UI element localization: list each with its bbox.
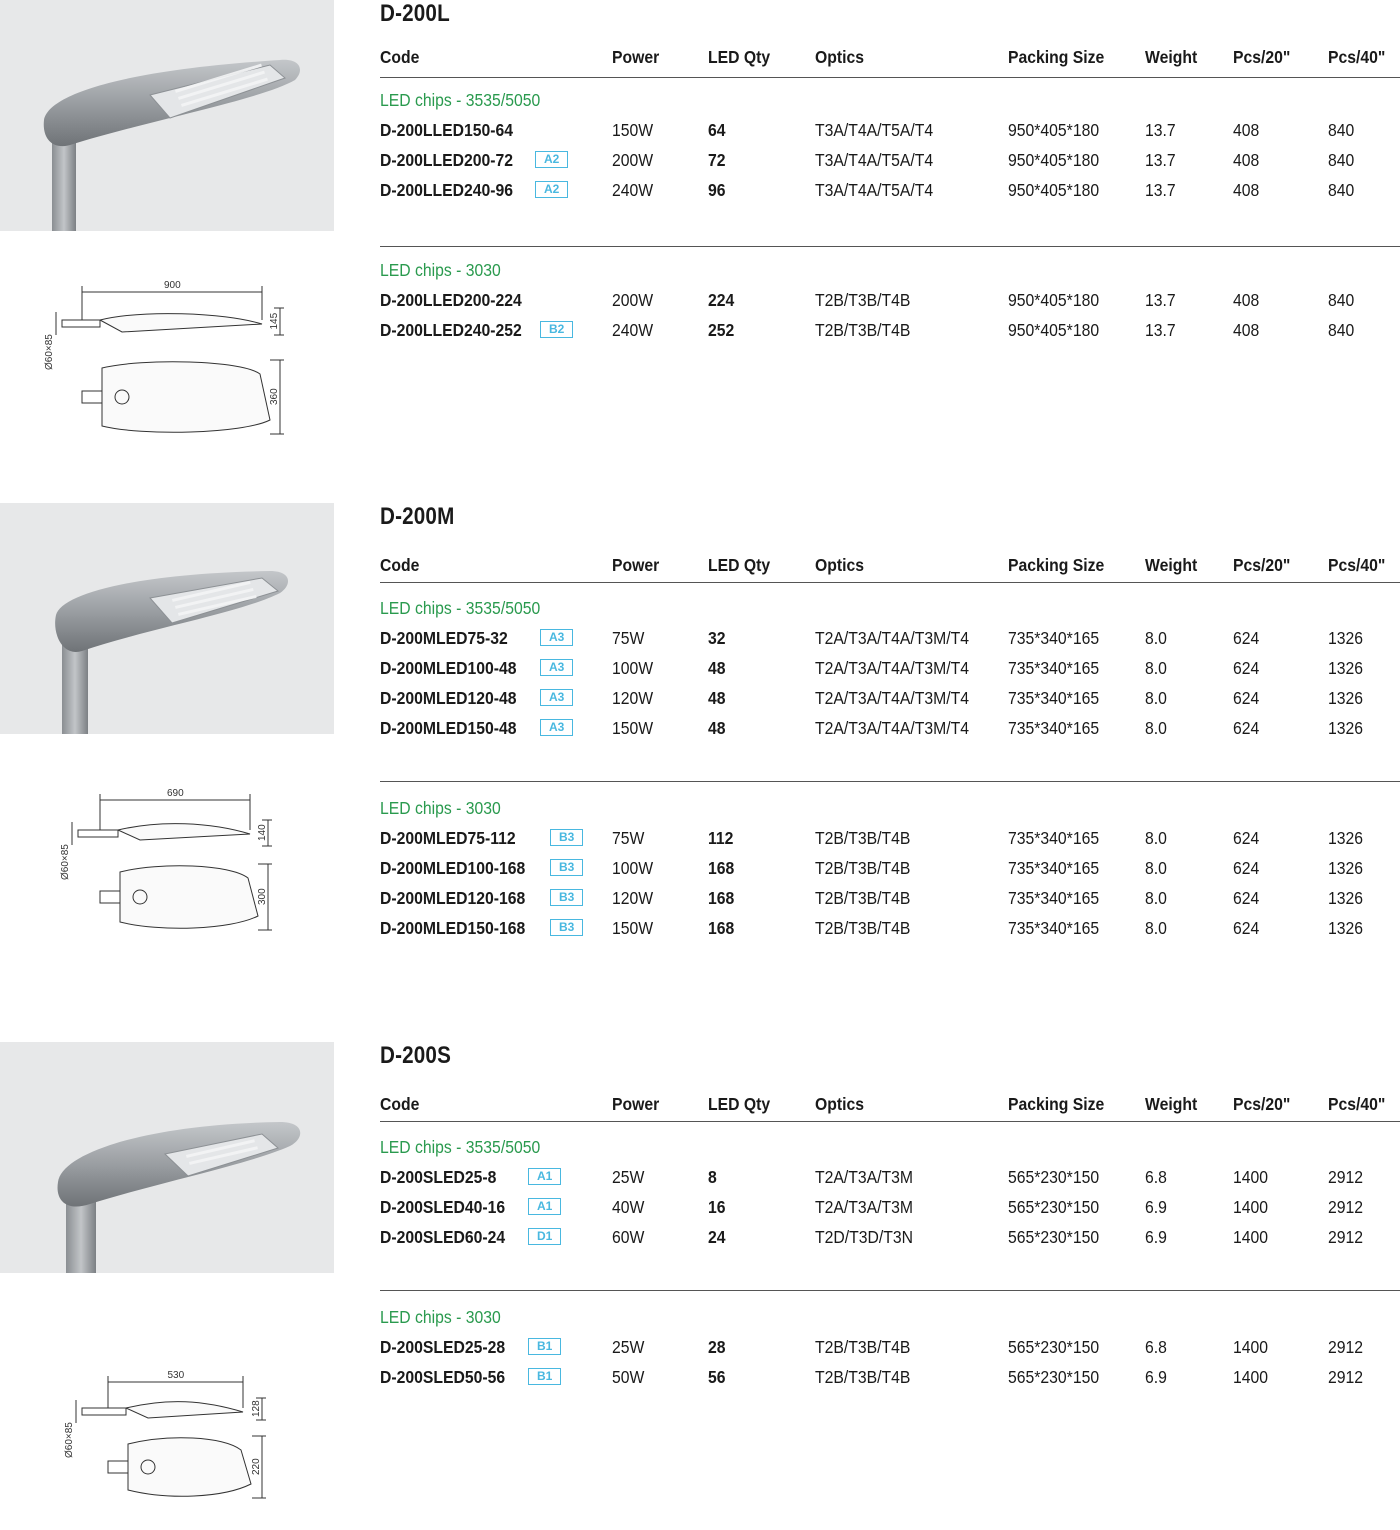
divider xyxy=(380,582,1400,583)
cell-power: 100W xyxy=(612,858,654,878)
led-chips-label: LED chips - 3030 xyxy=(380,798,501,818)
cell-pack: 565*230*150 xyxy=(1008,1337,1100,1357)
optic-code-badge: B3 xyxy=(550,829,583,846)
table-row xyxy=(0,120,1400,150)
cell-qty: 168 xyxy=(708,858,735,878)
cell-optics: T2A/T3A/T4A/T3M/T4 xyxy=(815,658,970,678)
cell-qty: 48 xyxy=(708,658,726,678)
cell-p20: 624 xyxy=(1233,628,1260,648)
cell-power: 120W xyxy=(612,688,654,708)
header-p40: Pcs/40" xyxy=(1328,47,1386,67)
cell-pack: 950*405*180 xyxy=(1008,320,1100,340)
cell-p40: 1326 xyxy=(1328,828,1364,848)
header-pack: Packing Size xyxy=(1008,555,1105,575)
cell-p20: 624 xyxy=(1233,718,1260,738)
cell-optics: T2B/T3B/T4B xyxy=(815,1337,911,1357)
cell-p40: 1326 xyxy=(1328,918,1364,938)
cell-weight: 13.7 xyxy=(1145,120,1176,140)
cell-qty: 16 xyxy=(708,1197,726,1217)
cell-pack: 950*405*180 xyxy=(1008,120,1100,140)
cell-optics: T3A/T4A/T5A/T4 xyxy=(815,180,934,200)
cell-optics: T2B/T3B/T4B xyxy=(815,918,911,938)
table-row xyxy=(0,150,1400,180)
cell-p20: 624 xyxy=(1233,828,1260,848)
divider xyxy=(380,1290,1400,1291)
header-weight: Weight xyxy=(1145,1094,1198,1114)
cell-weight: 6.9 xyxy=(1145,1197,1167,1217)
cell-code: D-200MLED75-112 xyxy=(380,828,516,848)
cell-p20: 408 xyxy=(1233,320,1260,340)
cell-p40: 840 xyxy=(1328,120,1355,140)
table-row xyxy=(0,320,1400,350)
cell-p20: 1400 xyxy=(1233,1227,1269,1247)
dim-height-label: 128 xyxy=(251,1400,262,1417)
cell-qty: 72 xyxy=(708,150,726,170)
cell-qty: 168 xyxy=(708,888,735,908)
cell-optics: T3A/T4A/T5A/T4 xyxy=(815,150,934,170)
cell-p40: 1326 xyxy=(1328,688,1364,708)
cell-p40: 2912 xyxy=(1328,1167,1364,1187)
cell-power: 150W xyxy=(612,718,654,738)
cell-optics: T2A/T3A/T4A/T3M/T4 xyxy=(815,628,970,648)
cell-code: D-200LLED240-252 xyxy=(380,320,522,340)
cell-code: D-200LLED200-72 xyxy=(380,150,514,170)
cell-weight: 6.8 xyxy=(1145,1167,1167,1187)
cell-p20: 408 xyxy=(1233,180,1260,200)
cell-qty: 8 xyxy=(708,1167,717,1187)
cell-optics: T2A/T3A/T3M xyxy=(815,1197,914,1217)
header-optics: Optics xyxy=(815,47,865,67)
table-row xyxy=(0,828,1400,858)
table-row xyxy=(0,180,1400,210)
header-power: Power xyxy=(612,1094,660,1114)
product-title: D-200L xyxy=(380,0,450,27)
cell-code: D-200SLED60-24 xyxy=(380,1227,506,1247)
cell-p20: 624 xyxy=(1233,688,1260,708)
dim-length-label: 900 xyxy=(164,280,181,291)
cell-p40: 2912 xyxy=(1328,1337,1364,1357)
cell-code: D-200MLED150-48 xyxy=(380,718,517,738)
table-row xyxy=(0,1367,1400,1397)
cell-pack: 950*405*180 xyxy=(1008,150,1100,170)
table-row xyxy=(0,628,1400,658)
cell-optics: T2A/T3A/T3M xyxy=(815,1167,914,1187)
header-p20: Pcs/20" xyxy=(1233,555,1291,575)
cell-optics: T2B/T3B/T4B xyxy=(815,858,911,878)
divider xyxy=(380,1121,1400,1122)
cell-weight: 8.0 xyxy=(1145,718,1167,738)
cell-power: 120W xyxy=(612,888,654,908)
optic-code-badge: A2 xyxy=(535,151,568,168)
table-row xyxy=(0,290,1400,320)
cell-power: 60W xyxy=(612,1227,645,1247)
cell-p20: 1400 xyxy=(1233,1167,1269,1187)
table-row xyxy=(0,888,1400,918)
cell-power: 200W xyxy=(612,290,654,310)
cell-code: D-200LLED240-96 xyxy=(380,180,514,200)
optic-code-badge: A3 xyxy=(540,629,573,646)
cell-optics: T2B/T3B/T4B xyxy=(815,1367,911,1387)
cell-p40: 1326 xyxy=(1328,888,1364,908)
header-qty: LED Qty xyxy=(708,47,771,67)
cell-weight: 8.0 xyxy=(1145,658,1167,678)
cell-pack: 950*405*180 xyxy=(1008,290,1100,310)
cell-qty: 48 xyxy=(708,688,726,708)
cell-p20: 1400 xyxy=(1233,1337,1269,1357)
table-header xyxy=(0,555,1400,585)
product-title: D-200M xyxy=(380,503,455,530)
cell-pack: 735*340*165 xyxy=(1008,688,1100,708)
optic-code-badge: D1 xyxy=(528,1228,561,1245)
dim-pole-label: Ø60×85 xyxy=(64,1422,75,1458)
cell-p40: 840 xyxy=(1328,290,1355,310)
cell-weight: 8.0 xyxy=(1145,858,1167,878)
optic-code-badge: A3 xyxy=(540,689,573,706)
optic-code-badge: B3 xyxy=(550,859,583,876)
cell-code: D-200SLED25-8 xyxy=(380,1167,497,1187)
cell-qty: 168 xyxy=(708,918,735,938)
cell-code: D-200MLED75-32 xyxy=(380,628,508,648)
dim-width-label: 360 xyxy=(269,388,280,405)
led-chips-label: LED chips - 3030 xyxy=(380,260,501,280)
dim-pole-label: Ø60×85 xyxy=(44,334,55,370)
cell-pack: 565*230*150 xyxy=(1008,1167,1100,1187)
cell-p40: 840 xyxy=(1328,320,1355,340)
cell-p20: 1400 xyxy=(1233,1367,1269,1387)
cell-code: D-200LLED150-64 xyxy=(380,120,514,140)
cell-p20: 624 xyxy=(1233,858,1260,878)
cell-code: D-200MLED120-48 xyxy=(380,688,517,708)
cell-optics: T2B/T3B/T4B xyxy=(815,888,911,908)
cell-qty: 252 xyxy=(708,320,735,340)
optic-code-badge: B2 xyxy=(540,321,573,338)
cell-power: 150W xyxy=(612,918,654,938)
table-row xyxy=(0,1227,1400,1257)
header-qty: LED Qty xyxy=(708,1094,771,1114)
cell-pack: 735*340*165 xyxy=(1008,858,1100,878)
cell-qty: 24 xyxy=(708,1227,726,1247)
cell-pack: 735*340*165 xyxy=(1008,658,1100,678)
header-optics: Optics xyxy=(815,1094,865,1114)
product-section xyxy=(0,503,1400,983)
cell-p40: 840 xyxy=(1328,180,1355,200)
optic-code-badge: A1 xyxy=(528,1198,561,1215)
table-row xyxy=(0,1337,1400,1367)
cell-qty: 32 xyxy=(708,628,726,648)
header-p40: Pcs/40" xyxy=(1328,1094,1386,1114)
cell-power: 25W xyxy=(612,1337,645,1357)
dim-length-label: 690 xyxy=(167,788,184,799)
cell-code: D-200LLED200-224 xyxy=(380,290,522,310)
cell-code: D-200SLED50-56 xyxy=(380,1367,506,1387)
table-row xyxy=(0,718,1400,748)
cell-weight: 8.0 xyxy=(1145,888,1167,908)
cell-qty: 64 xyxy=(708,120,726,140)
table-row xyxy=(0,1167,1400,1197)
header-pack: Packing Size xyxy=(1008,1094,1105,1114)
cell-p20: 408 xyxy=(1233,120,1260,140)
cell-power: 25W xyxy=(612,1167,645,1187)
dim-pole-label: Ø60×85 xyxy=(60,844,71,880)
cell-pack: 565*230*150 xyxy=(1008,1197,1100,1217)
cell-pack: 565*230*150 xyxy=(1008,1227,1100,1247)
cell-pack: 950*405*180 xyxy=(1008,180,1100,200)
led-chips-label: LED chips - 3535/5050 xyxy=(380,598,541,618)
dim-height-label: 140 xyxy=(257,824,268,841)
header-power: Power xyxy=(612,47,660,67)
header-code: Code xyxy=(380,555,420,575)
header-weight: Weight xyxy=(1145,555,1198,575)
table-row xyxy=(0,858,1400,888)
cell-p40: 2912 xyxy=(1328,1367,1364,1387)
optic-code-badge: B1 xyxy=(528,1338,561,1355)
cell-optics: T2D/T3D/T3N xyxy=(815,1227,914,1247)
cell-code: D-200MLED100-48 xyxy=(380,658,517,678)
product-section xyxy=(0,0,1400,480)
cell-qty: 48 xyxy=(708,718,726,738)
cell-p40: 1326 xyxy=(1328,658,1364,678)
cell-weight: 6.8 xyxy=(1145,1337,1167,1357)
cell-weight: 13.7 xyxy=(1145,150,1176,170)
cell-pack: 735*340*165 xyxy=(1008,918,1100,938)
table-row xyxy=(0,658,1400,688)
cell-p20: 408 xyxy=(1233,150,1260,170)
cell-weight: 8.0 xyxy=(1145,688,1167,708)
cell-code: D-200SLED40-16 xyxy=(380,1197,506,1217)
cell-qty: 28 xyxy=(708,1337,726,1357)
header-code: Code xyxy=(380,1094,420,1114)
optic-code-badge: A3 xyxy=(540,719,573,736)
table-row xyxy=(0,918,1400,948)
cell-pack: 735*340*165 xyxy=(1008,828,1100,848)
cell-p40: 1326 xyxy=(1328,628,1364,648)
divider xyxy=(380,77,1400,78)
cell-optics: T3A/T4A/T5A/T4 xyxy=(815,120,934,140)
cell-p20: 624 xyxy=(1233,658,1260,678)
cell-power: 50W xyxy=(612,1367,645,1387)
cell-power: 100W xyxy=(612,658,654,678)
divider xyxy=(380,246,1400,247)
cell-p40: 840 xyxy=(1328,150,1355,170)
header-p20: Pcs/20" xyxy=(1233,47,1291,67)
led-chips-label: LED chips - 3535/5050 xyxy=(380,90,541,110)
optic-code-badge: B1 xyxy=(528,1368,561,1385)
table-header xyxy=(0,1094,1400,1124)
cell-optics: T2B/T3B/T4B xyxy=(815,290,911,310)
cell-pack: 735*340*165 xyxy=(1008,888,1100,908)
header-power: Power xyxy=(612,555,660,575)
cell-p20: 624 xyxy=(1233,918,1260,938)
cell-weight: 8.0 xyxy=(1145,918,1167,938)
table-row xyxy=(0,688,1400,718)
cell-qty: 224 xyxy=(708,290,735,310)
optic-code-badge: A2 xyxy=(535,181,568,198)
led-chips-label: LED chips - 3535/5050 xyxy=(380,1137,541,1157)
table-header xyxy=(0,47,1400,77)
optic-code-badge: B3 xyxy=(550,919,583,936)
cell-power: 200W xyxy=(612,150,654,170)
cell-code: D-200MLED100-168 xyxy=(380,858,526,878)
cell-p40: 1326 xyxy=(1328,718,1364,738)
cell-pack: 735*340*165 xyxy=(1008,718,1100,738)
header-p40: Pcs/40" xyxy=(1328,555,1386,575)
dim-length-label: 530 xyxy=(167,1370,185,1381)
header-optics: Optics xyxy=(815,555,865,575)
header-pack: Packing Size xyxy=(1008,47,1105,67)
optic-code-badge: B3 xyxy=(550,889,583,906)
cell-weight: 6.9 xyxy=(1145,1227,1167,1247)
header-weight: Weight xyxy=(1145,47,1198,67)
cell-weight: 13.7 xyxy=(1145,320,1176,340)
cell-optics: T2A/T3A/T4A/T3M/T4 xyxy=(815,688,970,708)
cell-optics: T2B/T3B/T4B xyxy=(815,320,911,340)
cell-power: 75W xyxy=(612,628,645,648)
cell-power: 40W xyxy=(612,1197,645,1217)
cell-qty: 56 xyxy=(708,1367,726,1387)
dim-height-label: 145 xyxy=(269,312,280,330)
cell-p40: 2912 xyxy=(1328,1197,1364,1217)
cell-pack: 735*340*165 xyxy=(1008,628,1100,648)
cell-p40: 2912 xyxy=(1328,1227,1364,1247)
cell-weight: 8.0 xyxy=(1145,628,1167,648)
cell-code: D-200MLED120-168 xyxy=(380,888,526,908)
cell-weight: 13.7 xyxy=(1145,290,1176,310)
dim-width-label: 220 xyxy=(251,1458,262,1475)
cell-weight: 6.9 xyxy=(1145,1367,1167,1387)
cell-optics: T2B/T3B/T4B xyxy=(815,828,911,848)
cell-optics: T2A/T3A/T4A/T3M/T4 xyxy=(815,718,970,738)
cell-weight: 13.7 xyxy=(1145,180,1176,200)
cell-pack: 565*230*150 xyxy=(1008,1367,1100,1387)
header-code: Code xyxy=(380,47,420,67)
cell-code: D-200MLED150-168 xyxy=(380,918,526,938)
cell-power: 240W xyxy=(612,180,654,200)
led-chips-label: LED chips - 3030 xyxy=(380,1307,501,1327)
cell-weight: 8.0 xyxy=(1145,828,1167,848)
cell-p40: 1326 xyxy=(1328,858,1364,878)
cell-p20: 624 xyxy=(1233,888,1260,908)
cell-qty: 96 xyxy=(708,180,726,200)
table-row xyxy=(0,1197,1400,1227)
cell-power: 150W xyxy=(612,120,654,140)
cell-qty: 112 xyxy=(708,828,734,848)
divider xyxy=(380,781,1400,782)
cell-power: 240W xyxy=(612,320,654,340)
product-title: D-200S xyxy=(380,1042,452,1069)
dim-width-label: 300 xyxy=(257,888,268,905)
header-p20: Pcs/20" xyxy=(1233,1094,1291,1114)
cell-p20: 408 xyxy=(1233,290,1260,310)
cell-code: D-200SLED25-28 xyxy=(380,1337,506,1357)
product-section xyxy=(0,1042,1400,1522)
cell-p20: 1400 xyxy=(1233,1197,1269,1217)
optic-code-badge: A1 xyxy=(528,1168,561,1185)
cell-power: 75W xyxy=(612,828,645,848)
header-qty: LED Qty xyxy=(708,555,771,575)
optic-code-badge: A3 xyxy=(540,659,573,676)
